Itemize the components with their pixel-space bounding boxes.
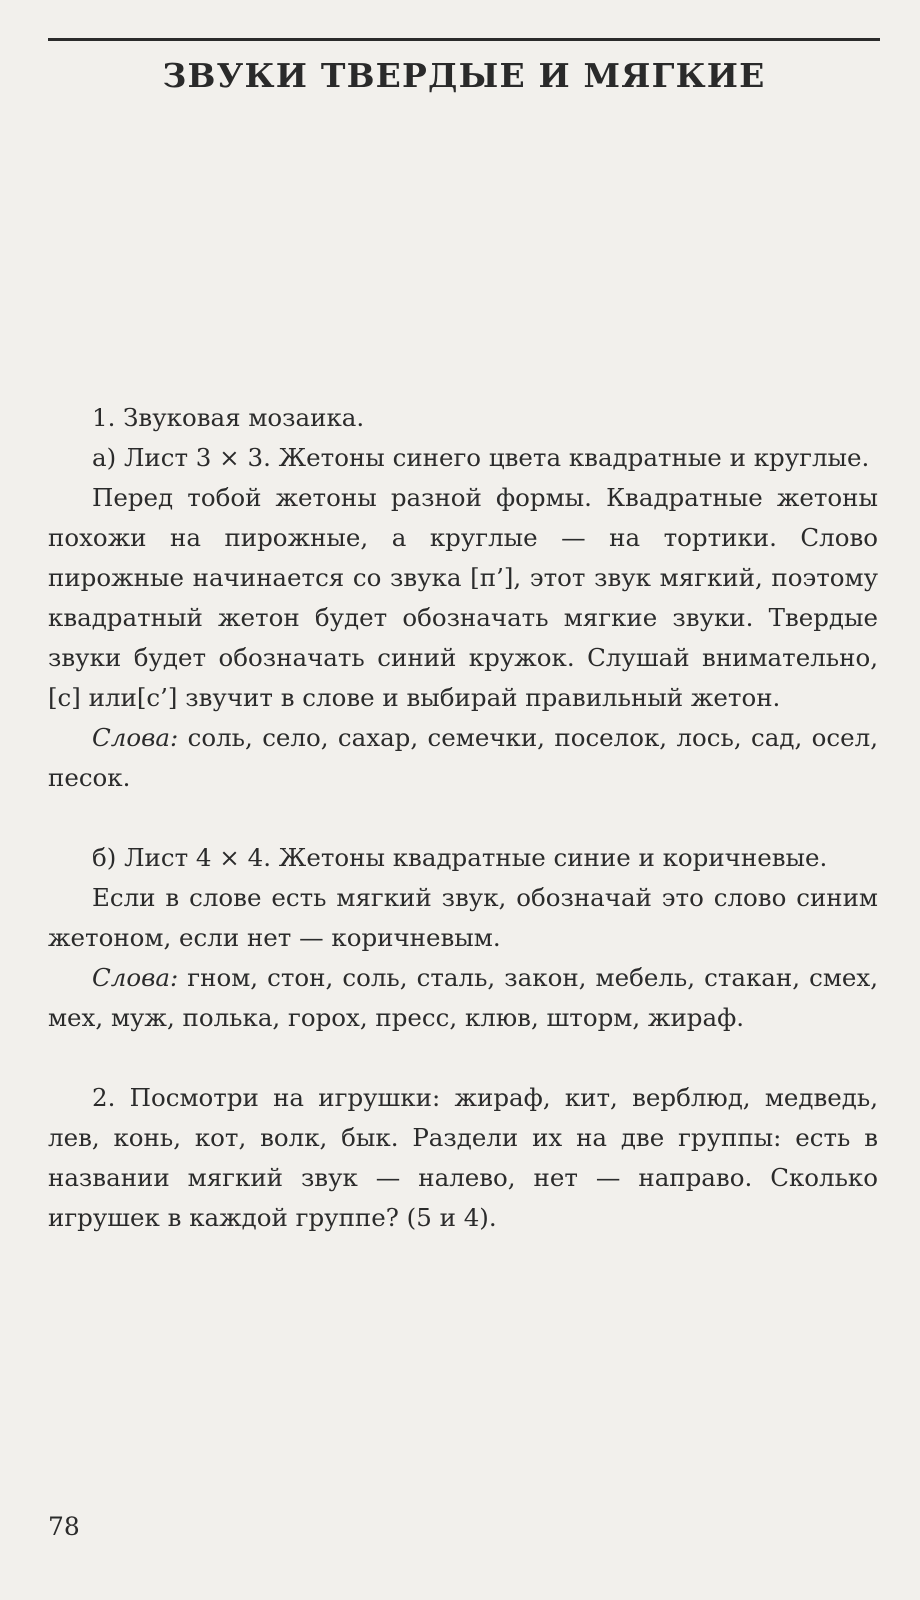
words-list: соль, село, сахар, семечки, поселок, лось, сад, осел, песок. [48,723,878,792]
exercise-1-heading: 1. Звуковая мозаика. [92,403,365,432]
exercise-1b-words [48,958,878,1038]
page-title: ЗВУКИ ТВЕРДЫЕ И МЯГКИЕ [162,56,766,95]
words-label: Слова: [92,723,179,752]
spacer [48,798,878,838]
page-body [48,398,878,1238]
exercise-1b-intro: б) Лист 4 × 4. Жетоны квадратные синие и коричневые. [92,843,828,872]
exercise-2-text: 2. Посмотри на игрушки: жираф, кит, верблюд, медведь, лев, конь, кот, волк, бык. Раздели их на две группы: есть в названии мягкий звук — налево, нет — направо. Сколько игрушек в каждой группе? (5 и 4). [48,1083,878,1232]
words-list: гном, стон, соль, сталь, закон, мебель, стакан, смех, мех, муж, полька, горох, пресс, клюв, шторм, жираф. [48,963,878,1032]
words-label: Слова: [92,963,179,992]
top-rule [48,38,880,41]
page-number: 78 [48,1512,80,1541]
spacer [48,1038,878,1078]
exercise-1a-instructions: Перед тобой жетоны разной формы. Квадратные жетоны похожи на пирожные, а круглые — на тортики. Слово пирожные начинается со звука [п’], этот звук мягкий, поэтому квадратный жетон будет обозначать мягкие звуки. Твердые звуки будет обозначать синий кружок. Слушай внимательно, [с] или[с’] звучит в слове и выбирай правильный жетон. [48,483,878,712]
exercise-1a-intro: а) Лист 3 × 3. Жетоны синего цвета квадратные и круглые. [92,443,870,472]
exercise-1a-words [48,718,878,798]
exercise-1b-instructions: Если в слове есть мягкий звук, обозначай это слово синим жетоном, если нет — коричневым. [48,883,878,952]
